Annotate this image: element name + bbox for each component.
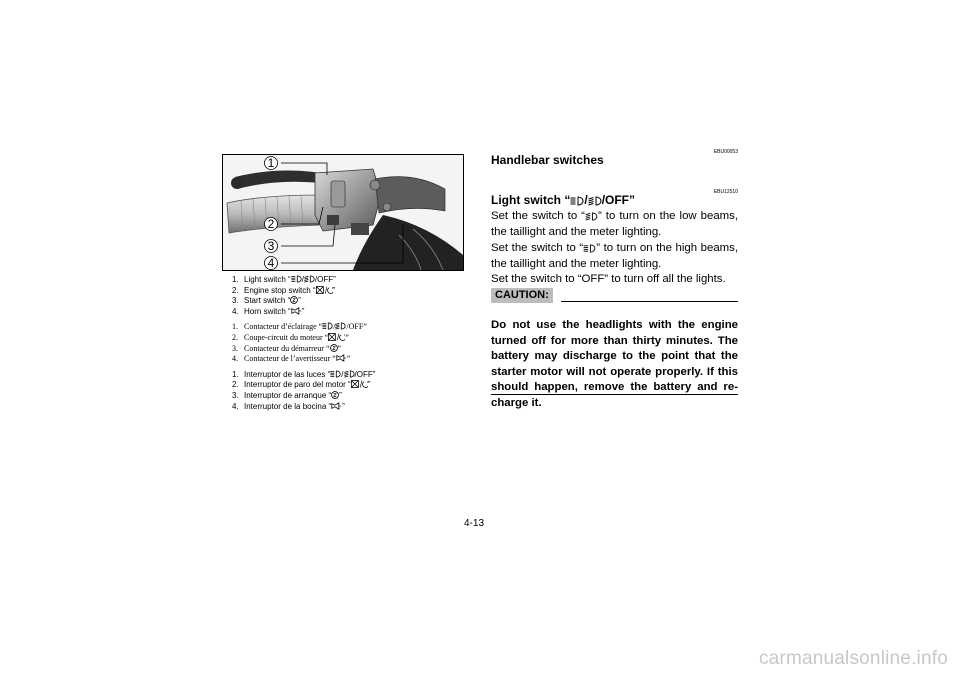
start-switch xyxy=(327,215,339,225)
watermark: carmanualsonline.info xyxy=(758,648,948,669)
headlight-high-beam-icon xyxy=(583,244,596,253)
callout-4 xyxy=(265,256,278,270)
svg-text:1: 1 xyxy=(267,156,275,170)
caption-item: 2. Coupe-circuit du moteur “ ” xyxy=(232,332,349,342)
caution-text: Do not use the headlights with the engine turned off for more than thirty minutes. The battery may discharge to the point that the starter motor will not operate properly. If this should happen, remove the battery and re-charge it. xyxy=(491,319,738,409)
engine-stop-icon xyxy=(328,333,345,341)
start-icon xyxy=(290,296,298,304)
caption-item: 4. Contacteur de l’avertisseur “ ” xyxy=(232,354,351,364)
caption-item: 3. Start switch “ ” xyxy=(232,296,301,306)
horn-icon xyxy=(336,354,347,362)
caption-item: 3. Interruptor de arranque “ ” xyxy=(232,390,342,400)
caption-item: 1. Contacteur d’éclairage “ / /OFF” xyxy=(232,322,367,332)
caption-item: 1. Interruptor de las luces “ / /OFF” xyxy=(232,369,376,379)
captions-spanish xyxy=(232,370,472,412)
svg-text:4: 4 xyxy=(267,256,275,270)
paragraph-low-beam: Set the switch to “ ” to turn on the low beams, the taillight and the meter lighting. xyxy=(491,210,739,238)
headlight-high-beam-icon xyxy=(570,196,584,206)
caution-label: CAUTION: xyxy=(491,288,553,303)
light-switch xyxy=(331,181,345,207)
engine-stop-icon xyxy=(316,286,333,294)
figure-captions xyxy=(232,275,472,417)
caution-end-rule xyxy=(491,394,738,395)
caption-item: 2. Interruptor de paro del motor “ ” xyxy=(232,380,371,390)
svg-text:3: 3 xyxy=(267,239,275,253)
headlight-high-beam-icon xyxy=(322,322,333,330)
captions-english xyxy=(232,275,472,317)
horn-icon xyxy=(331,402,342,410)
paragraph-high-beam: Set the switch to “ ” to turn on the high beams, the taillight and the meter lighting. xyxy=(491,242,738,270)
caption-item: 1. Light switch “ / /OFF” xyxy=(232,275,336,284)
engine-stop-icon xyxy=(351,380,368,388)
headlight-low-beam-icon xyxy=(588,196,602,206)
handlebar-illustration xyxy=(223,155,463,270)
start-icon xyxy=(331,391,339,399)
caution-rule xyxy=(561,301,738,302)
caption-item: 3. Contacteur du démarreur “ ” xyxy=(232,343,342,353)
light-switch-heading: Light switch “ / /OFF” xyxy=(491,193,636,207)
handlebar-switch-figure xyxy=(222,154,464,271)
caption-item: 4. Horn switch “ ” xyxy=(232,306,305,316)
headlight-high-beam-icon xyxy=(330,370,341,378)
page-number: 4-13 xyxy=(464,518,485,529)
caution-header xyxy=(491,288,738,303)
horn-icon xyxy=(291,307,302,315)
section-code: EBU00053 xyxy=(713,149,738,155)
callout-2 xyxy=(265,217,278,231)
headlight-low-beam-icon xyxy=(304,275,315,283)
captions-french xyxy=(232,322,472,364)
section-title: Handlebar switches xyxy=(491,153,604,167)
callout-1 xyxy=(265,156,278,170)
horn-switch xyxy=(351,223,369,235)
lever-end xyxy=(231,177,243,189)
caption-item: 2. Engine stop switch “ ” xyxy=(232,285,336,295)
start-icon xyxy=(330,344,338,352)
subsection-code: EBU12510 xyxy=(713,189,738,195)
switch-housing xyxy=(315,169,381,231)
headlight-high-beam-icon xyxy=(291,275,302,283)
headlight-low-beam-icon xyxy=(335,322,346,330)
headlight-low-beam-icon xyxy=(344,370,355,378)
svg-text:2: 2 xyxy=(267,217,275,231)
callout-3 xyxy=(265,239,278,253)
paragraph-off: Set the switch to “OFF” to turn off all the lights. xyxy=(491,273,726,285)
caption-item: 4. Interruptor de la bocina “ ” xyxy=(232,401,345,411)
headlight-low-beam-icon xyxy=(585,212,598,221)
